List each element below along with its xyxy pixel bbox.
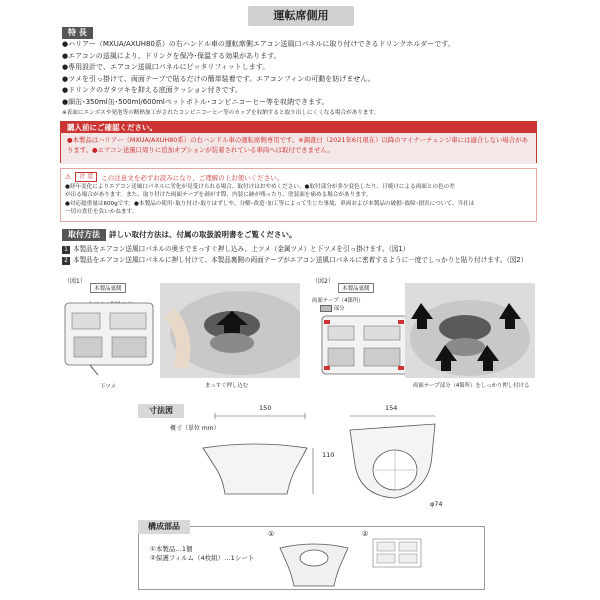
fig1-back-view-drawing [60,295,160,380]
dim-height: 110 [322,451,335,459]
parts-item: ①本製品…1個 [150,545,193,553]
dimensions-unit: 概寸（単位 mm） [170,425,220,432]
parts-circle-2: ② [362,530,369,538]
feature-item: ●細缶･350ml缶･500ml/600mlペットボトル･コンビニコーヒー等を収納できます。 [62,97,329,106]
protective-film-drawing [372,538,422,568]
fig1-label: （図1） [64,278,86,285]
caution-heading: この注意文を必ずお読みになり、ご理解の上お使いください。 [101,173,284,182]
feature-note: ※表面にエンボスや発泡等の断熱加工がされたコンビニコーヒー等のカップを収納すると取り出しにくくなる場合があります。 [62,110,380,116]
step-text: 本製品をエアコン送風口パネルに押し付けて、本製品裏側の両面テープがエアコン送風口パネルに密着するように一度でしっかりと貼り付けます。（図2） [73,256,528,264]
warning-title: 購入前にご確認ください。 [61,122,536,133]
install-label: 取付方法 [62,229,106,241]
step-number: 1 [62,246,70,254]
product-part-drawing [278,532,350,588]
parts-item: ②保護フィルム（4枚組）…1シート [150,554,255,562]
fig1-box-label: 本製品裏側 [90,283,126,293]
parts-label: 構成部品 [138,520,190,534]
fig2-tape-legend: 部分 [333,306,345,312]
fig1-lower-claw: 下ツメ [100,384,117,390]
caution-line: ●対応総重量は600gです。●本製品の使用･取り付け･取りはずしや、分解･改造･加工等によって生じた事故、車両および本製品の破損･故障･損害について、当社は [65,201,475,207]
dim-width-side: 154 [385,404,398,412]
feature-item: ●ドリンクのガタツキを抑える底面クッション付きです。 [62,86,243,94]
purchase-warning-box [60,121,537,163]
fig2-photo-caption: 両面テープ部分（4箇所）をしっかり押し付ける [413,383,530,389]
step-text: 本製品をエアコン送風口パネルの奥までまっすぐ押し込み、上ツメ（金属ツメ）と下ツメを引っ掛けます。（図1） [73,245,410,253]
warning-triangle-icon: ⚠ [65,173,72,181]
caution-tag: 注 意 [75,172,97,182]
fig2-tape-label: 両面テープ（4箇所） [312,298,364,304]
install-step-1 [62,245,409,254]
features-label: 特 長 [62,27,93,39]
feature-list [62,39,582,120]
dim-diameter: φ74 [430,500,443,508]
fig2-box-label: 本製品裏側 [338,283,374,293]
fig2-tape-legend-row [320,304,345,312]
warning-text: ●本製品はハリアー（MXUA/AXUH80系）の右ハンドル車の運転席側専用です。※調査日（2021年6月現在）以降のマイナーチェンジ車には適合しない場合があります。●エアコン送風口周りに追加オプションが装着されている車両へは取付できません。 [61,133,536,164]
feature-item: ●ツメを引っ掛けて、両面テープで貼るだけの簡単装着です。エアコンフィンの可動を妨げません。 [62,74,375,83]
caution-box [60,168,537,222]
feature-item: ●エアコンの送風により、ドリンクを保冷･保温する効果があります。 [62,51,281,60]
front-view-drawing [195,410,335,502]
parts-circle-1: ① [268,530,275,538]
page-title: 運転席側用 [248,6,354,26]
tape-swatch [320,305,332,312]
fig2-back-view-drawing [318,312,413,382]
feature-item: ●ハリアー（MXUA/AXUH80系）の右ハンドル車の運転席側エアコン送風口パネルに取り付けできるドリンクホルダーです。 [62,40,455,48]
caution-line: 一切の責任を負いかねます。 [65,209,138,215]
feature-item: ●専用設計で、エアコン送風口パネルにピッタリフィットします。 [62,63,270,71]
install-text: 詳しい取付方法は、付属の取扱説明書をご覧ください。 [109,230,297,239]
install-step-2 [62,256,527,265]
side-view-drawing [340,410,450,505]
fig1-install-photo [160,283,300,378]
dim-width-front: 150 [259,404,272,412]
step-number: 2 [62,257,70,265]
caution-line: ●経年変化によりエアコン送風口パネルに劣化が見受けられる場合、取付けはおやめください。●取付部分が多少変色したり、日焼けによる両面との色の差 [65,184,455,190]
caution-line: が出る場合があります。また、取り付けた両面テープを剥がす際、内装に跡が残ったり、塗装面を痛める場合があります。 [65,192,372,198]
dimensions-label: 寸法図 [138,404,184,418]
fig2-install-photo [405,283,535,378]
fig1-photo-caption: まっすぐ押し込む [205,383,249,389]
caution-heading-row [65,172,283,182]
fig2-label: （図2） [312,278,334,285]
